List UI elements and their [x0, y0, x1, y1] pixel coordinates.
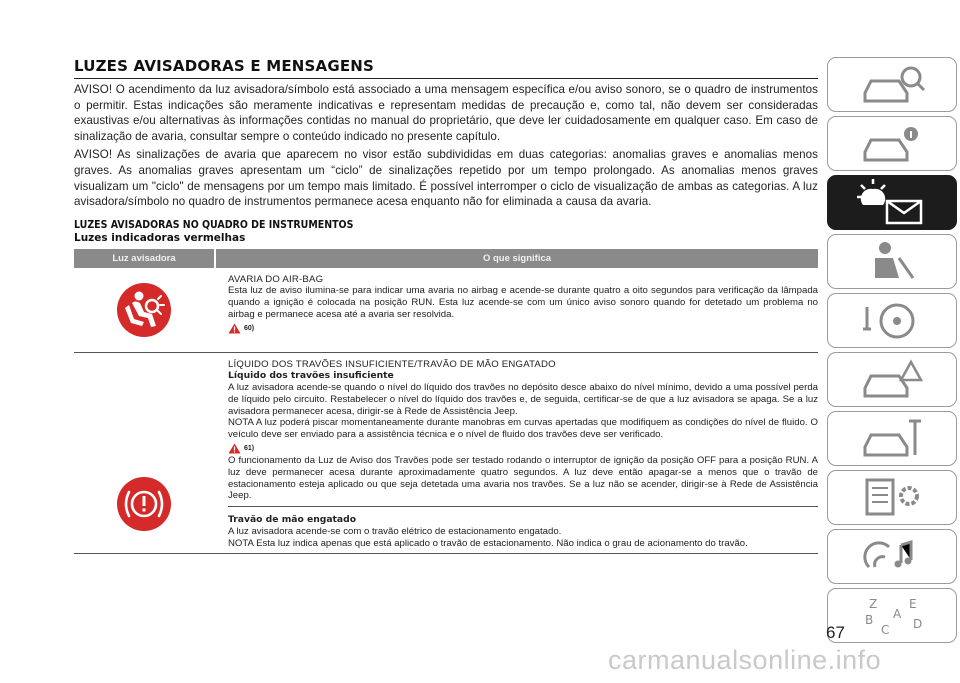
svg-text:Z: Z: [869, 596, 878, 611]
column-header-light: Luz avisadora: [112, 252, 176, 264]
section-heading: LUZES AVISADORAS NO QUADRO DE INSTRUMENTOS: [74, 218, 354, 231]
tab-emergency[interactable]: [827, 352, 957, 407]
tab-maintenance[interactable]: [827, 411, 957, 466]
parking-brake-text: A luz avisadora acende-se com o travão elétrico de estacionamento engatado.: [228, 525, 562, 537]
brake-ref-number: 61): [244, 444, 255, 452]
svg-text:E: E: [909, 596, 917, 611]
brake-test-text: O funcionamento da Luz de Aviso dos Travões pode ser testado rodando o interruptor de ignição da posição OFF para a posição RUN. A luz deve permanecer acesa durante aproximadamente quatro segundos. A luz deve então apagar-se a menos que o travão de estacionamento esteja aplicado ou que seja detetada uma avaria nos travões. Se a luz não se acender, dirigir-se à Rede de Assistência Jeep.: [228, 455, 818, 502]
tab-warning-lights[interactable]: [827, 175, 957, 230]
tab-car-info[interactable]: [827, 116, 957, 171]
svg-text:C: C: [881, 622, 890, 637]
table-header: [74, 249, 818, 268]
airbag-ref-number: 60): [244, 324, 255, 332]
airbag-warning-icon: [115, 281, 173, 339]
warning-lights-table: [74, 249, 818, 555]
brake-fluid-subheading: Líquido dos travões insuficiente: [228, 370, 394, 382]
table-row-airbag: [74, 268, 818, 353]
car-warning-icon: [857, 358, 927, 402]
car-search-icon: [857, 63, 927, 107]
brake-fluid-note: NOTA A luz poderá piscar momentaneamente durante manobras em curvas apertadas que modifiquem as condições do nível de fluido. O veículo deve ser enviado para a assistência técnica e o nível de fluido dos travões deve ser verificado.: [228, 417, 818, 440]
table-row-brake: [74, 353, 818, 555]
alphabet-index-icon: [857, 594, 927, 638]
multimedia-icon: [857, 535, 927, 579]
datasheet-gear-icon: [857, 476, 927, 520]
steering-wheel-icon: [857, 299, 927, 343]
brake-fluid-text: A luz avisadora acende-se quando o nível do líquido dos travões no depósito desce abaixo do nível mínimo, devido a uma possível perda de líquido pelo circuito. Restabelecer o nível do líquido dos travões e, de seguida, certificar-se de que a luz avisadora se apaga. Se a luz avisadora permanecer acesa, dirigir-se à Rede de Assistência Jeep.: [228, 382, 818, 417]
brake-description: [214, 353, 818, 554]
svg-text:A: A: [893, 606, 902, 621]
car-info-icon: [857, 122, 927, 166]
tab-starting-driving[interactable]: [827, 293, 957, 348]
tab-index[interactable]: [827, 588, 957, 643]
column-header-meaning: O que significa: [214, 249, 818, 268]
airbag-text: Esta luz de aviso ilumina-se para indicar uma avaria no airbag e acende-se durante quatro a oito segundos para verificação da lâmpada quando a ignição é colocada na posição RUN. Esta luz acende-se com um único aviso sonoro quando for detetado um problema no airbag e permanece acesa até a avaria ser resolvida.: [228, 285, 818, 320]
parking-brake-subheading: Travão de mão engatado: [228, 514, 357, 526]
svg-text:B: B: [865, 612, 874, 627]
caution-triangle-icon: [228, 323, 241, 334]
tab-multimedia[interactable]: [827, 529, 957, 584]
svg-text:D: D: [913, 616, 923, 631]
seatbelt-person-icon: [857, 240, 927, 284]
chapter-tabs: [827, 57, 957, 647]
airbag-reference: [228, 323, 818, 335]
page-title: LUZES AVISADORAS E MENSAGENS: [74, 57, 818, 79]
watermark: carmanualsonline.info: [608, 645, 882, 675]
brake-warning-cell: [74, 353, 214, 554]
tab-vehicle-overview[interactable]: [827, 57, 957, 112]
car-wrench-icon: [857, 417, 927, 461]
brake-reference: [228, 443, 818, 455]
brake-heading: LÍQUIDO DOS TRAVÕES INSUFICIENTE/TRAVÃO DE MÃO ENGATADO: [228, 358, 556, 370]
page-content: [74, 57, 818, 554]
parking-brake-note: NOTA Esta luz indica apenas que está aplicado o travão de estacionamento. Não indica o grau de acionamento do travão.: [228, 537, 748, 549]
brake-warning-icon: [115, 475, 173, 533]
airbag-heading: AVARIA DO AIR-BAG: [228, 273, 324, 285]
caution-triangle-icon: [228, 443, 241, 454]
tab-safety[interactable]: [827, 234, 957, 289]
subsection-heading: Luzes indicadoras vermelhas: [74, 231, 246, 244]
tab-technical-data[interactable]: [827, 470, 957, 525]
warning-paragraph-2: AVISO! As sinalizações de avaria que aparecem no visor estão subdivididas em duas categorias: anomalias graves e anomalias menos graves. As anomalias graves apresentam um “ciclo” de sinalizações repetido por um tempo prolongado. As anomalias menos graves visualizam um "ciclo" de mensagens por um tempo mais limitado. É possível interromper o ciclo de visualização de ambas as categorias. A luz avisadora/símbolo no quadro de instrumentos permanece acesa enquanto não for eliminada a causa da avaria.: [74, 148, 818, 209]
airbag-description: [214, 268, 818, 352]
warning-light-message-icon: [857, 179, 927, 227]
warning-paragraph-1: AVISO! O acendimento da luz avisadora/símbolo está associado a uma mensagem específica e/ou aviso sonoro, se o quadro de instrumentos o permitir. Estas indicações são meramente indicativas e representam medidas de precaução e, como tal, não devem ser consideradas exaustivas e/ou alternativas às informações contidas no manual do proprietário, que deve ler cuidadosamente em qualquer caso. Em caso de sinalização de avaria, consultar sempre o conteúdo indicado no presente capítulo.: [74, 83, 818, 143]
page-number: 67: [826, 623, 845, 642]
airbag-warning-cell: [74, 268, 214, 352]
parking-brake-section: [228, 506, 818, 549]
